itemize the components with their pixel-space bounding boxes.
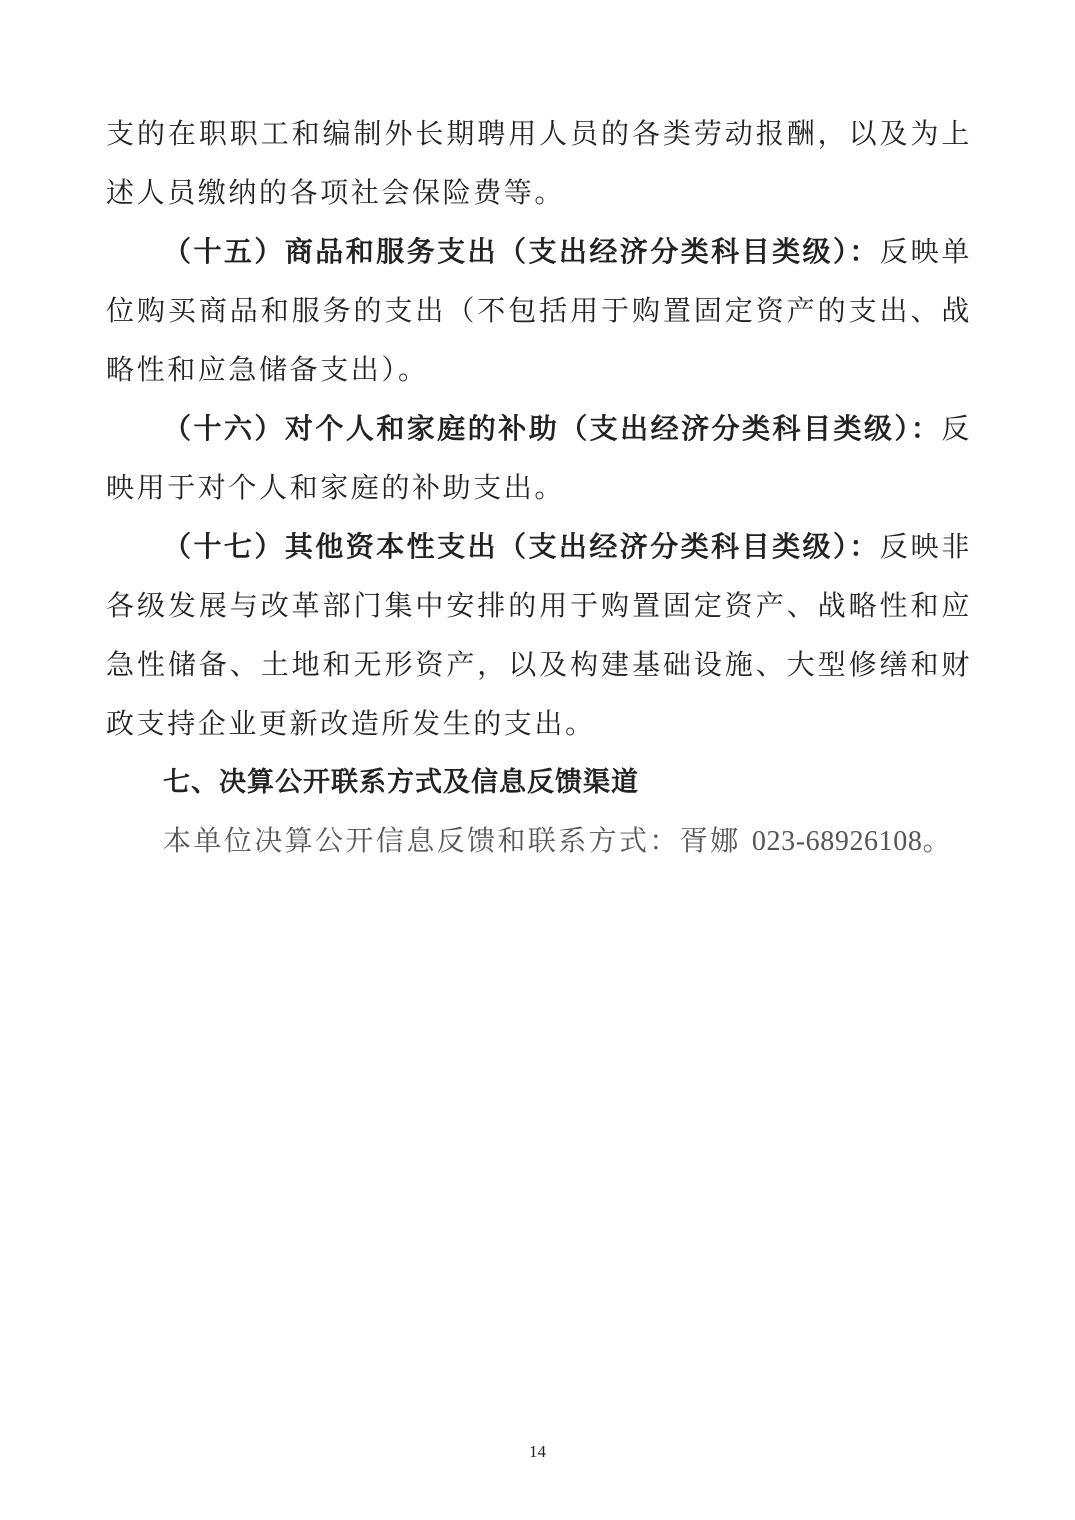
page-number: 14 (529, 1442, 546, 1461)
contact-end: 。 (922, 824, 953, 857)
document-body (106, 104, 972, 871)
paragraph-text: 反映用于对个人和家庭的补助支出。 (106, 412, 972, 504)
paragraph-lead: （十五）商品和服务支出（支出经济分类科目类级）： (163, 235, 880, 268)
contact-phone: 023-68926108 (751, 826, 923, 857)
paragraph-text: 反映单位购买商品和服务的支出（不包括用于购置固定资产的支出、战略性和应急储备支出）。 (106, 235, 972, 386)
contact-info (106, 812, 972, 871)
contact-label: 本单位决算公开信息反馈和联系方式：胥娜 (163, 824, 741, 857)
paragraph-other-capital (106, 517, 972, 753)
paragraph-text: 支的在职职工和编制外长期聘用人员的各类劳动报酬，以及为上述人员缴纳的各项社会保险费等。 (106, 117, 972, 209)
paragraph-goods-and-services (106, 222, 972, 399)
paragraph-continuation (106, 104, 972, 222)
section-heading: 七、决算公开联系方式及信息反馈渠道 (163, 767, 639, 798)
paragraph-text: 反映非各级发展与改革部门集中安排的用于购置固定资产、战略性和应急性储备、土地和无形资产，以及构建基础设施、大型修缮和财政支持企业更新改造所发生的支出。 (106, 530, 972, 740)
paragraph-lead: （十七）其他资本性支出（支出经济分类科目类级）： (163, 530, 880, 563)
paragraph-lead: （十六）对个人和家庭的补助（支出经济分类科目类级）： (163, 412, 942, 445)
paragraph-household-subsidies (106, 399, 972, 517)
